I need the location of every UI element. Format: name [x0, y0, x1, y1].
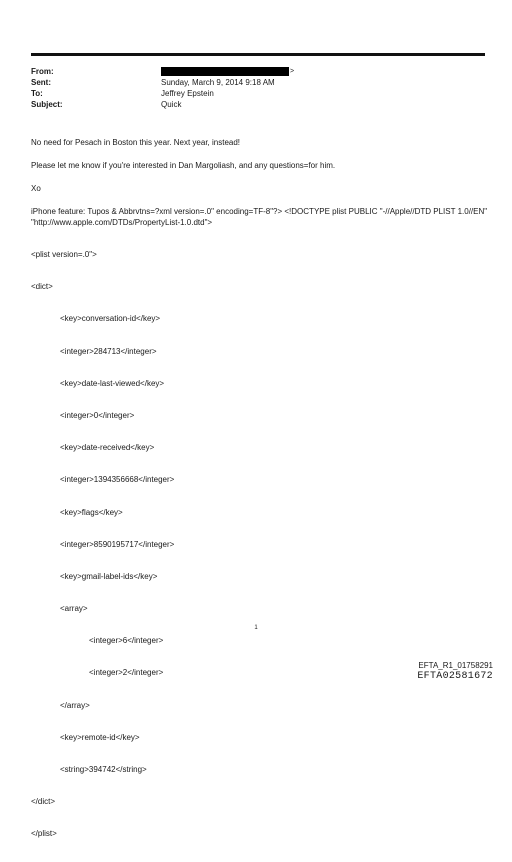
plist-line: <integer>6</integer>: [89, 636, 164, 646]
plist-line: <key>remote-id</key>: [60, 732, 140, 742]
plist-line: <integer>284713</integer>: [60, 346, 157, 356]
plist-line: <integer>1394356668</integer>: [60, 475, 175, 485]
plist-line: <integer>8590195717</integer>: [60, 539, 175, 549]
to-row: [31, 88, 294, 99]
plist-block: [31, 228, 491, 862]
sent-value: Sunday, March 9, 2014 9:18 AM: [161, 78, 275, 87]
subject-value: Quick: [161, 100, 182, 109]
plist-line: </array>: [60, 700, 90, 710]
to-label: To:: [31, 89, 43, 98]
body-paragraph-3: Xo: [31, 184, 41, 193]
plist-line: <key>date-received</key>: [60, 443, 155, 453]
plist-line: <key>gmail-label-ids</key>: [60, 571, 158, 581]
plist-line: <string>394742</string>: [60, 765, 147, 774]
plist-line: <plist version=.0">: [31, 250, 97, 259]
from-label: From:: [31, 67, 54, 76]
sent-label: Sent:: [31, 78, 51, 87]
body-paragraph-4: iPhone feature: Tupos & Abbrvtns=?xml version=.0" encoding=TF-8"?> <!DOCTYPE plist PUBLIC "-//Apple//DTD PLIST 1.0//EN" "http://www.apple.com/DTDs/PropertyList-1.0.dtd">: [31, 207, 490, 227]
plist-line: <key>flags</key>: [60, 507, 123, 517]
bates-id-large: EFTA02581672: [417, 671, 493, 682]
body-paragraph-2: Please let me know if you're interested in Dan Margoliash, and any questions=for him.: [31, 161, 336, 170]
plist-line: <dict>: [31, 282, 53, 292]
header-rule: [31, 53, 485, 56]
plist-line: <key>conversation-id</key>: [60, 314, 161, 324]
body-paragraph-1: No need for Pesach in Boston this year. Next year, instead!: [31, 138, 241, 147]
redaction-tail: >: [290, 68, 295, 75]
email-body: [31, 137, 491, 862]
subject-label: Subject:: [31, 100, 63, 109]
from-row: [31, 66, 294, 77]
sent-row: [31, 77, 294, 88]
plist-line: <array>: [60, 604, 88, 614]
plist-line: <key>date-last-viewed</key>: [60, 378, 165, 388]
subject-row: [31, 99, 294, 110]
plist-line: <integer>2</integer>: [89, 668, 164, 678]
redaction-bar: [161, 67, 289, 76]
from-value: [161, 66, 294, 77]
plist-line: <integer>0</integer>: [60, 410, 135, 420]
bates-id-small: EFTA_R1_01758291: [418, 661, 493, 670]
plist-line: </plist>: [31, 829, 57, 839]
to-value: Jeffrey Epstein: [161, 89, 214, 98]
plist-line: </dict>: [31, 797, 56, 807]
page-number: 1: [254, 625, 258, 631]
email-header: [31, 66, 294, 110]
